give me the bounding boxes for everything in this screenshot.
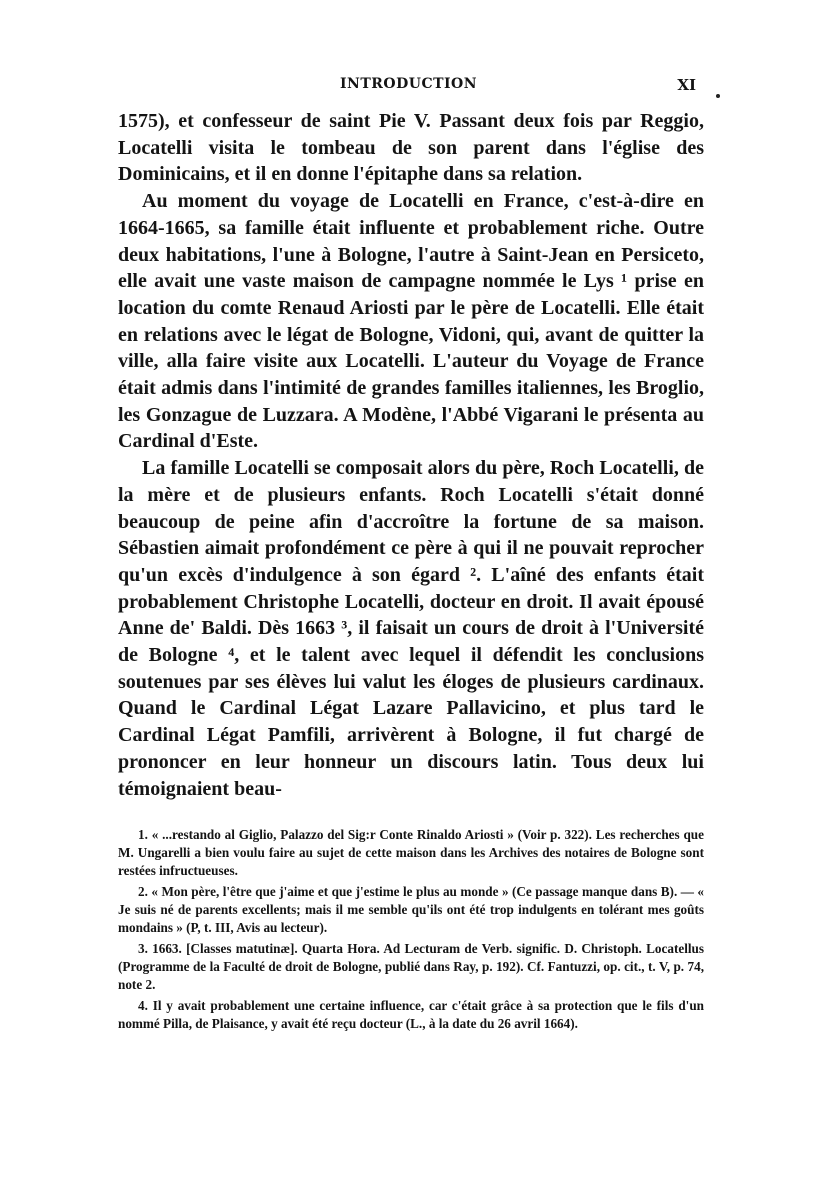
running-title: INTRODUCTION <box>340 76 478 92</box>
footnote: 1. « ...restando al Giglio, Palazzo del Sig:r Conte Rinaldo Ariosti » (Voir p. 322). Les recherches que M. Ungarelli a bien voulu faire au sujet de cette maison dans les Archives des notaires de Bologne sont restées infructueuses. <box>118 827 704 878</box>
running-head <box>118 76 702 98</box>
footnotes <box>118 826 704 1036</box>
paragraph: La famille Locatelli se composait alors du père, Roch Locatelli, de la mère et de plusieurs enfants. Roch Locatelli s'était donné beaucoup de peine afin d'accroître la fortune de sa maison. Sébastien aimait profondément ce père à qui il ne pouvait reprocher qu'un excès d'indulgence à son égard ². L'aîné des enfants était probablement Christophe Locatelli, docteur en droit. Il avait épousé Anne de' Baldi. Dès 1663 ³, il faisait un cours de droit à l'Université de Bologne ⁴, et le talent avec lequel il défendit les conclusions soutenues par ses élèves lui valut les éloges de plusieurs cardinaux. Quand le Cardinal Légat Lazare Pallavicino, et plus tard le Cardinal Légat Pamfili, arrivèrent à Bologne, il fut chargé de prononcer en leur honneur un discours latin. Tous deux lui témoignaient beau- <box>118 457 704 800</box>
footnote: 3. 1663. [Classes matutinæ]. Quarta Hora. Ad Lecturam de Verb. signific. D. Christoph. Locatellus (Programme de la Faculté de droit de Bologne, publié dans Ray, p. 192). Cf. Fantuzzi, op. cit., t. V, p. 74, note 2. <box>118 941 704 992</box>
footnote: 4. Il y avait probablement une certaine influence, car c'était grâce à sa protection que le fils d'un nommé Pilla, de Plaisance, y avait été reçu docteur (L., à la date du 26 avril 1664). <box>118 998 704 1031</box>
paragraph: Au moment du voyage de Locatelli en France, c'est-à-dire en 1664-1665, sa famille était influente et probablement riche. Outre deux habitations, l'une à Bologne, l'autre à Saint-Jean en Persiceto, elle avait une vaste maison de campagne nommée le Lys ¹ prise en location du comte Renaud Ariosti par le père de Locatelli. Elle était en relations avec le légat de Bologne, Vidoni, qui, avant de quitter la ville, alla faire visite aux Locatelli. L'auteur du Voyage de France était admis dans l'intimité de grandes familles italiennes, les Broglio, les Gonzague de Luzzara. A Modène, l'Abbé Vigarani le présenta au Cardinal d'Este. <box>118 190 704 453</box>
page-number: XI <box>677 76 696 94</box>
footnote: 2. « Mon père, l'être que j'aime et que j'estime le plus au monde » (Ce passage manque dans B). — « Je suis né de parents excellents; mais il me semble qu'ils ont été trop indulgents en tolérant mes goûts mondains » (P, t. III, Avis au lecteur). <box>118 884 704 935</box>
paragraph: 1575), et confesseur de saint Pie V. Passant deux fois par Reggio, Locatelli visita le tombeau de son parent dans l'église des Dominicains, et il en donne l'épitaphe dans sa relation. <box>118 110 704 186</box>
main-text <box>118 108 704 802</box>
ink-dot-mark <box>716 94 720 98</box>
